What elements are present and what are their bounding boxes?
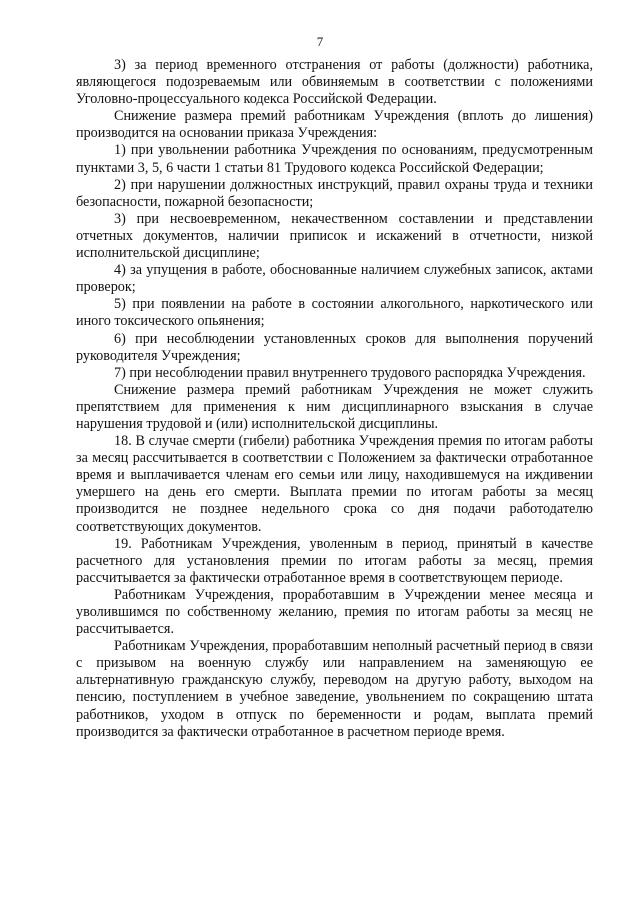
paragraph-incomplete-period: Работникам Учреждения, проработавшим неполный расчетный период в связи с призывом на военную службу или направлением на заменяющую ее альтернативную гражданскую службу, переводом на другую работу, выходом на пенсию, поступлением в учебное заведение, увольнением по сокращению штата работников, уходом в отпуск по беременности и родам, выплата премий производится за фактически отработанное в расчетном периоде время. [76, 638, 593, 740]
list-item-5-intoxication: 5) при появлении на работе в состоянии алкогольного, наркотического или иного токсического опьянения; [76, 296, 593, 330]
list-item-6-deadlines: 6) при несоблюдении установленных сроков для выполнения поручений руководителя Учреждения; [76, 330, 593, 364]
paragraph-clause-18: 18. В случае смерти (гибели) работника Учреждения премия по итогам работы за месяц рассчитывается в соответствии с Положением за фактически отработанное время и выплачивается членам его семьи или лицу, находившемуся на иждивении умершего на день его смерти. Выплата премии по итогам работы за месяц производится не позднее недельного срока со дня подачи работодателю соответствующих документов. [76, 433, 593, 535]
paragraph-item-3-suspension: 3) за период временного отстранения от работы (должности) работника, являющегося подозреваемым или обвиняемым в соответствии с положениями Уголовно-процессуального кодекса Российской Федерации. [76, 57, 593, 108]
list-item-4-work-omissions: 4) за упущения в работе, обоснованные наличием служебных записок, актами проверок; [76, 262, 593, 296]
document-body [76, 57, 593, 741]
list-item-2-instructions-violation: 2) при нарушении должностных инструкций, правил охраны труда и техники безопасности, пожарной безопасности; [76, 176, 593, 210]
page-number: 7 [316, 34, 324, 49]
list-item-3-reporting: 3) при несвоевременном, некачественном составлении и представлении отчетных документов, наличии приписок и искажений в отчетности, низкой исполнительской дисциплине; [76, 210, 593, 262]
paragraph-disciplinary-note: Снижение размера премий работникам Учреждения не может служить препятствием для применения к ним дисциплинарного взыскания в случае нарушения трудовой и (или) исполнительской дисциплины. [76, 381, 593, 432]
paragraph-bonus-reduction-intro: Снижение размера премий работникам Учреждения (вплоть до лишения) производится на основании приказа Учреждения: [76, 108, 593, 142]
paragraph-less-than-month: Работникам Учреждения, проработавшим в Учреждении менее месяца и уволившимся по собственному желанию, премия по итогам работы за месяц не рассчитывается. [76, 586, 593, 638]
list-item-1-dismissal: 1) при увольнении работника Учреждения по основаниям, предусмотренным пунктами 3, 5, 6 части 1 статьи 81 Трудового кодекса Российской Федерации; [76, 142, 593, 176]
paragraph-clause-19: 19. Работникам Учреждения, уволенным в период, принятый в качестве расчетного для установления премии по итогам работы за месяц, премия рассчитывается за фактически отработанное время в соответствующем периоде. [76, 535, 593, 586]
list-item-7-internal-rules: 7) при несоблюдении правил внутреннего трудового распорядка Учреждения. [114, 364, 586, 381]
